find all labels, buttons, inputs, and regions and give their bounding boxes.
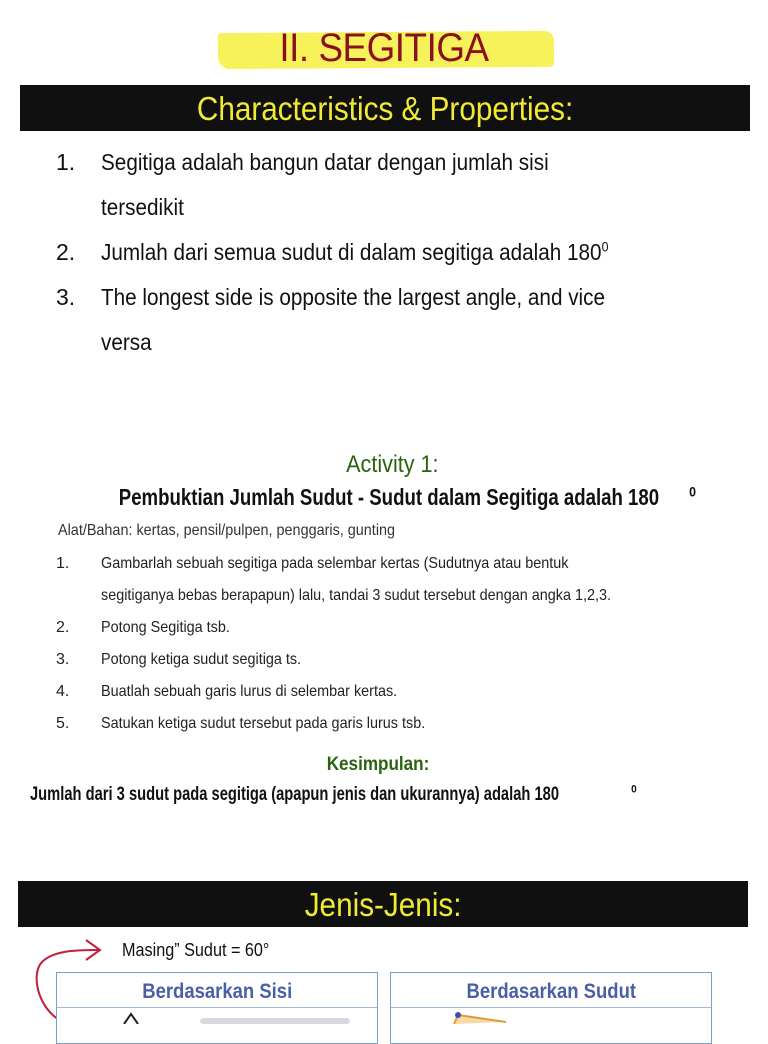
list-item bbox=[56, 230, 746, 275]
list-item bbox=[56, 275, 746, 365]
step-item bbox=[56, 612, 746, 644]
triangle-icon bbox=[116, 1012, 146, 1024]
step-text-continued: segitiganya bebas berapapun) lalu, tandai 3 sudut tersebut dengan angka 1,2,3. bbox=[101, 587, 611, 604]
conclusion-label: Kesimpulan: bbox=[326, 754, 430, 775]
list-number: 1. bbox=[56, 149, 76, 175]
list-item bbox=[56, 140, 746, 230]
step-text: Potong Segitiga tsb. bbox=[101, 619, 230, 636]
by-sides-title: Berdasarkan Sisi bbox=[57, 973, 377, 1008]
step-text: Potong ketiga sudut segitiga ts. bbox=[101, 651, 302, 668]
angle-note: Masing” Sudut = 60° bbox=[122, 940, 270, 960]
list-text: Segitiga adalah bangun datar dengan jumlah sisi bbox=[101, 149, 549, 175]
step-number: 5. bbox=[56, 715, 70, 732]
step-item bbox=[56, 548, 746, 612]
activity-steps bbox=[56, 548, 746, 740]
step-item bbox=[56, 708, 746, 740]
obtuse-triangle-icon bbox=[446, 1010, 516, 1024]
step-text: Satukan ketiga sudut tersebut pada garis lurus tsb. bbox=[101, 715, 426, 732]
step-number: 2. bbox=[56, 619, 70, 636]
list-number: 3. bbox=[56, 284, 76, 310]
page-title: II. SEGITIGA bbox=[279, 26, 489, 70]
activity-subtitle: Pembuktian Jumlah Sudut - Sudut dalam Segitiga adalah 180 $^0$ bbox=[118, 484, 696, 510]
list-text-continued: versa bbox=[101, 329, 152, 355]
step-text: Gambarlah sebuah segitiga pada selembar kertas (Sudutnya atau bentuk bbox=[101, 555, 569, 572]
properties-list bbox=[56, 140, 746, 365]
step-text: Buatlah sebuah garis lurus di selembar kertas. bbox=[101, 683, 398, 700]
step-item bbox=[56, 676, 746, 708]
conclusion-text: Jumlah dari 3 sudut pada segitiga (apapun jenis dan ukurannya) adalah 180 $^0$ bbox=[30, 783, 637, 805]
by-angles-box bbox=[390, 972, 712, 1044]
step-number: 1. bbox=[56, 555, 70, 572]
list-text-continued: tersedikit bbox=[101, 194, 184, 220]
types-banner-text: Jenis-Jenis: bbox=[304, 886, 462, 923]
step-number: 3. bbox=[56, 651, 70, 668]
list-text: Jumlah dari semua sudut di dalam segitiga adalah $180^0$ bbox=[101, 239, 609, 265]
by-angles-title: Berdasarkan Sudut bbox=[391, 973, 711, 1008]
tools-text: Alat/Bahan: kertas, pensil/pulpen, penggaris, gunting bbox=[58, 522, 396, 539]
step-number: 4. bbox=[56, 683, 70, 700]
by-sides-box bbox=[56, 972, 378, 1044]
properties-banner bbox=[20, 85, 750, 131]
list-number: 2. bbox=[56, 239, 76, 265]
faint-text-line bbox=[200, 1018, 350, 1024]
step-item bbox=[56, 644, 746, 676]
list-text: The longest side is opposite the largest angle, and vice bbox=[101, 284, 606, 310]
types-banner bbox=[18, 881, 748, 927]
activity-title: Activity 1: bbox=[345, 451, 439, 478]
properties-banner-text: Characteristics & Properties: bbox=[196, 90, 574, 127]
